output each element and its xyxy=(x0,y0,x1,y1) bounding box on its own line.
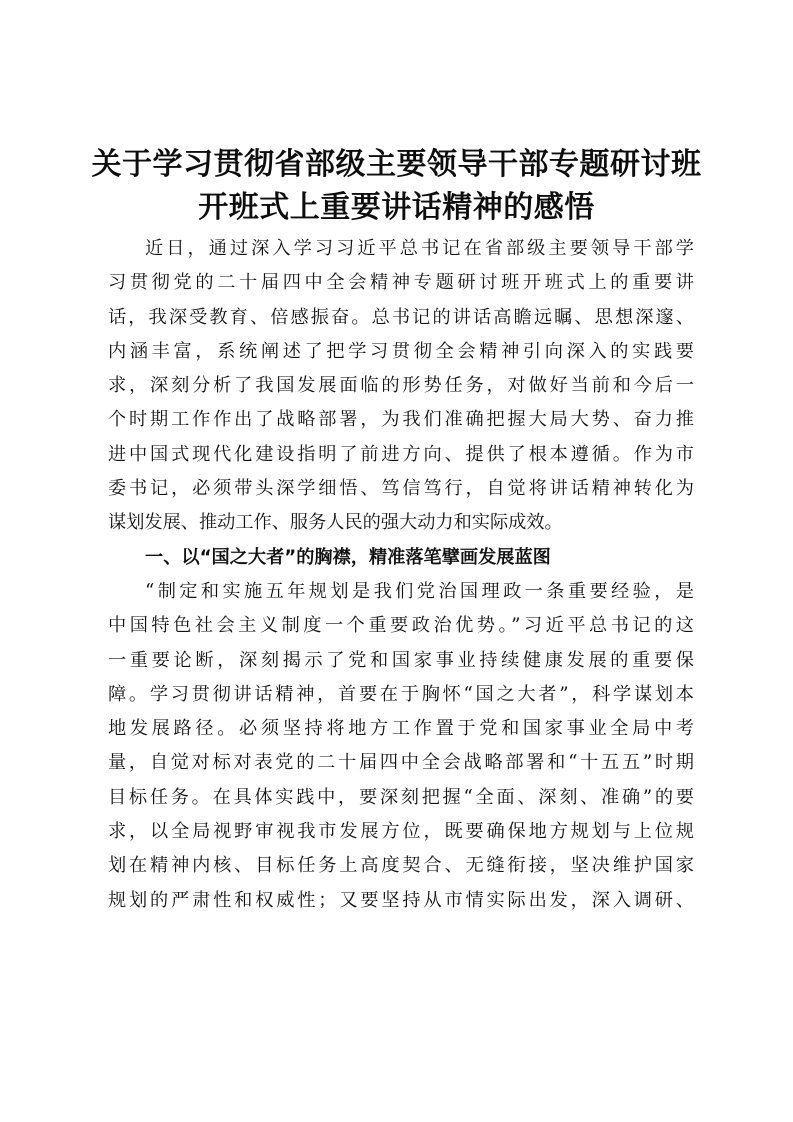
paragraph-line: “制定和实施五年规划是我们党治国理政一条重要经验，是 xyxy=(145,580,694,602)
paragraph-line: 目标任务。在具体实践中，要深刻把握“全面、深刻、准确”的要 xyxy=(108,786,694,808)
paragraph-line: 个时期工作作出了战略部署，为我们准确把握大局大势、奋力推 xyxy=(108,409,694,431)
paragraph-line: 近日，通过深入学习习近平总书记在省部级主要领导干部学 xyxy=(145,238,694,259)
paragraph-line: 委书记，必须带头深学细悟、笃信笃行，自觉将讲话精神转化为 xyxy=(108,478,694,500)
paragraph-line: 内涵丰富，系统阐述了把学习贯彻全会精神引向深入的实践要 xyxy=(108,340,694,362)
paragraph-line: 一重要论断，深刻揭示了党和国家事业持续健康发展的重要保 xyxy=(108,649,694,671)
document-title-line-1: 关于学习贯彻省部级主要领导干部专题研讨班 xyxy=(91,147,702,182)
paragraph-line: 地发展路径。必须坚持将地方工作置于党和国家事业全局中考 xyxy=(108,718,694,740)
paragraph-line: 量，自觉对标对表党的二十届四中全会战略部署和“十五五”时期 xyxy=(108,752,694,774)
paragraph-line: 规划的严肃性和权威性；又要坚持从市情实际出发，深入调研、 xyxy=(108,889,694,911)
paragraph-line: 话，我深受教育、倍感振奋。总书记的讲话高瞻远瞩、思想深邃、 xyxy=(108,306,694,328)
paragraph-line: 中国特色社会主义制度一个重要政治优势。”习近平总书记的这 xyxy=(108,615,694,637)
paragraph-line: 进中国式现代化建设指明了前进方向、提供了根本遵循。作为市 xyxy=(108,443,694,465)
paragraph-line: 障。学习贯彻讲话精神，首要在于胸怀“国之大者”，科学谋划本 xyxy=(108,683,694,705)
paragraph-line: 划在精神内核、目标任务上高度契合、无缝衔接，坚决维护国家 xyxy=(108,855,694,877)
paragraph-line: 习贯彻党的二十届四中全会精神专题研讨班开班式上的重要讲 xyxy=(108,272,694,294)
document-title-line-2: 开班式上重要讲话精神的感悟 xyxy=(198,190,595,225)
paragraph-line: 求，深刻分析了我国发展面临的形势任务，对做好当前和今后一 xyxy=(108,375,694,397)
document-body xyxy=(108,232,694,918)
paragraph-line: 求，以全局视野审视我市发展方位，既要确保地方规划与上位规 xyxy=(108,821,694,843)
section-heading: 一、以“国之大者”的胸襟，精准落笔擘画发展蓝图 xyxy=(145,546,551,568)
paragraph-line: 谋划发展、推动工作、服务人民的强大动力和实际成效。 xyxy=(108,512,563,534)
